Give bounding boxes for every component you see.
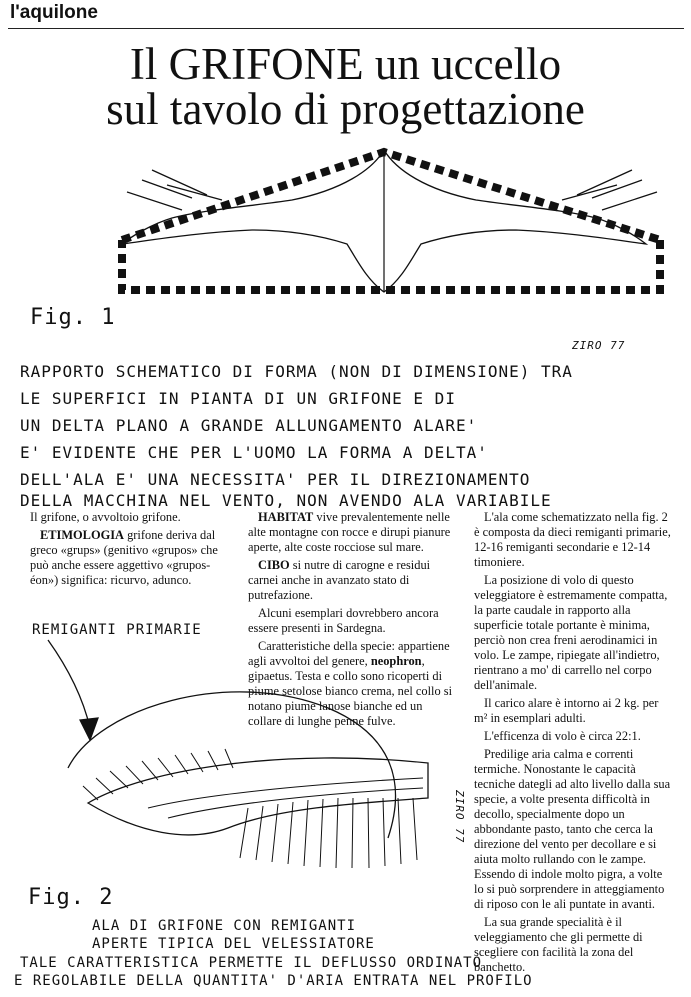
etimologia-heading: ETIMOLOGIA	[40, 528, 124, 542]
paragraph: Il carico alare è intorno ai 2 kg. per m² in esemplari adulti.	[474, 696, 659, 725]
wing-outline	[88, 758, 428, 835]
article-column-3	[474, 510, 672, 978]
figure-2-caption-line: TALE CARATTERISTICA PERMETTE IL DEFLUSSO ORDINATO	[20, 955, 483, 971]
habitat-heading: HABITAT	[258, 510, 314, 524]
paragraph: La posizione di volo di questo veleggiatore è estremamente compatta, la parte caudale in rapporto alla superficie totale portante è minima, perciò non crea freni aerodinamici in volo. Le zampe, ripiegate all'indietro, rientrano a mo' di carrello nel corpo dell'animale.	[474, 573, 668, 692]
paragraph: L'efficenza di volo è circa 22:1.	[484, 729, 641, 743]
figure-1-label: Fig. 1	[30, 305, 116, 330]
figure-1-caption-line: UN DELTA PLANO A GRANDE ALLUNGAMENTO ALARE'	[20, 416, 478, 435]
masthead: l'aquilone	[10, 2, 98, 23]
paragraph: L'ala come schematizzato nella fig. 2 è composta da dieci remiganti primarie, 12-16 remiganti secondarie e 12-14 timoniere.	[474, 510, 671, 569]
figure-2-caption-line: APERTE TIPICA DEL VELESSIATORE	[92, 936, 375, 952]
paragraph: Alcuni esemplari dovrebbero ancora essere presenti in Sardegna.	[248, 606, 439, 635]
arrow-curve	[48, 640, 90, 728]
etimologia-text: grifone deriva dal greco «grups» (genitivo «grupos» che può anche essere aggettivo «grupos-éon») significa: ricurvo, adunco.	[30, 528, 218, 587]
species-bold: neophron	[370, 654, 422, 668]
species-text-a: Caratteristiche della specie: appartiene agli avvoltoi del genere,	[248, 639, 450, 668]
figure-1-caption-line: LE SUPERFICI IN PIANTA DI UN GRIFONE E DI	[20, 389, 456, 408]
habitat-text: vive prevalentemente nelle alte montagne con rocce e dirupi pianure aperte, alte coste rocciose sul mare.	[248, 510, 451, 554]
figure-1-drawing	[112, 140, 672, 300]
figure-2-signature: ZIRO 77	[453, 790, 466, 844]
figure-1-caption-line: RAPPORTO SCHEMATICO DI FORMA (NON DI DIMENSIONE) TRA	[20, 362, 573, 381]
article-column-1	[30, 510, 230, 591]
figure-2-label: Fig. 2	[28, 885, 114, 910]
title-line-1: Il GRIFONE un uccello	[129, 39, 562, 89]
cibo-heading: CIBO	[258, 558, 290, 572]
paragraph: Predilige aria calma e correnti termiche. Nonostante le capacità tecniche dategli ad alto livello dalla sua specie, a volte presenta difficoltà in decollo, specialmente dopo un abbondante pasto, tanto che cerca la direzione del vento per decollare e si aiuta molto rullando con le zampe. Essendo di indole molto pigra, a volte lo si può sorprendere in atteggiamento di riposo con le ali puntate in avanti.	[474, 747, 671, 911]
remiganti-label: REMIGANTI PRIMARIE	[32, 622, 202, 638]
figure-1-signature: ZIRO 77	[572, 339, 626, 352]
cibo-paragraph	[248, 558, 453, 603]
figure-1-caption-line: E' EVIDENTE CHE PER L'UOMO LA FORMA A DELTA'	[20, 443, 488, 462]
figure-2-caption-line: E REGOLABILE DELLA QUANTITA' D'ARIA ENTRATA NEL PROFILO	[14, 973, 533, 989]
cibo-text: si nutre di carogne e residui carnei anche in avanzato stato di putrefazione.	[248, 558, 431, 602]
delta-outline	[122, 152, 660, 290]
figure-2-caption-line: ALA DI GRIFONE CON REMIGANTI	[92, 918, 357, 934]
title-line-2: sul tavolo di progettazione	[106, 84, 585, 134]
species-text-b: , gipaetus. Testa e collo sono ricoperti di piume setolose bianco crema, nel collo si notano piume lanose bianche ed un collare di lunghe penne fulve.	[248, 654, 453, 728]
habitat-paragraph	[248, 510, 453, 555]
intro-text: Il grifone, o avvoltoio grifone.	[30, 510, 181, 524]
paragraph: La sua grande specialità è il veleggiamento che gli permette di scegliere con facilità la zona del banchetto.	[474, 915, 643, 974]
vulture-silhouette	[122, 150, 657, 292]
wing-feathers	[83, 749, 423, 868]
figure-1-caption-line: DELL'ALA E' UNA NECESSITA' PER IL DIREZIONAMENTO	[20, 470, 531, 489]
etimologia-paragraph	[30, 528, 230, 588]
figure-1-caption-line: DELLA MACCHINA NEL VENTO, NON AVENDO ALA VARIABILE	[20, 491, 552, 510]
figure-2-drawing	[28, 628, 448, 888]
header-rule	[8, 28, 684, 29]
